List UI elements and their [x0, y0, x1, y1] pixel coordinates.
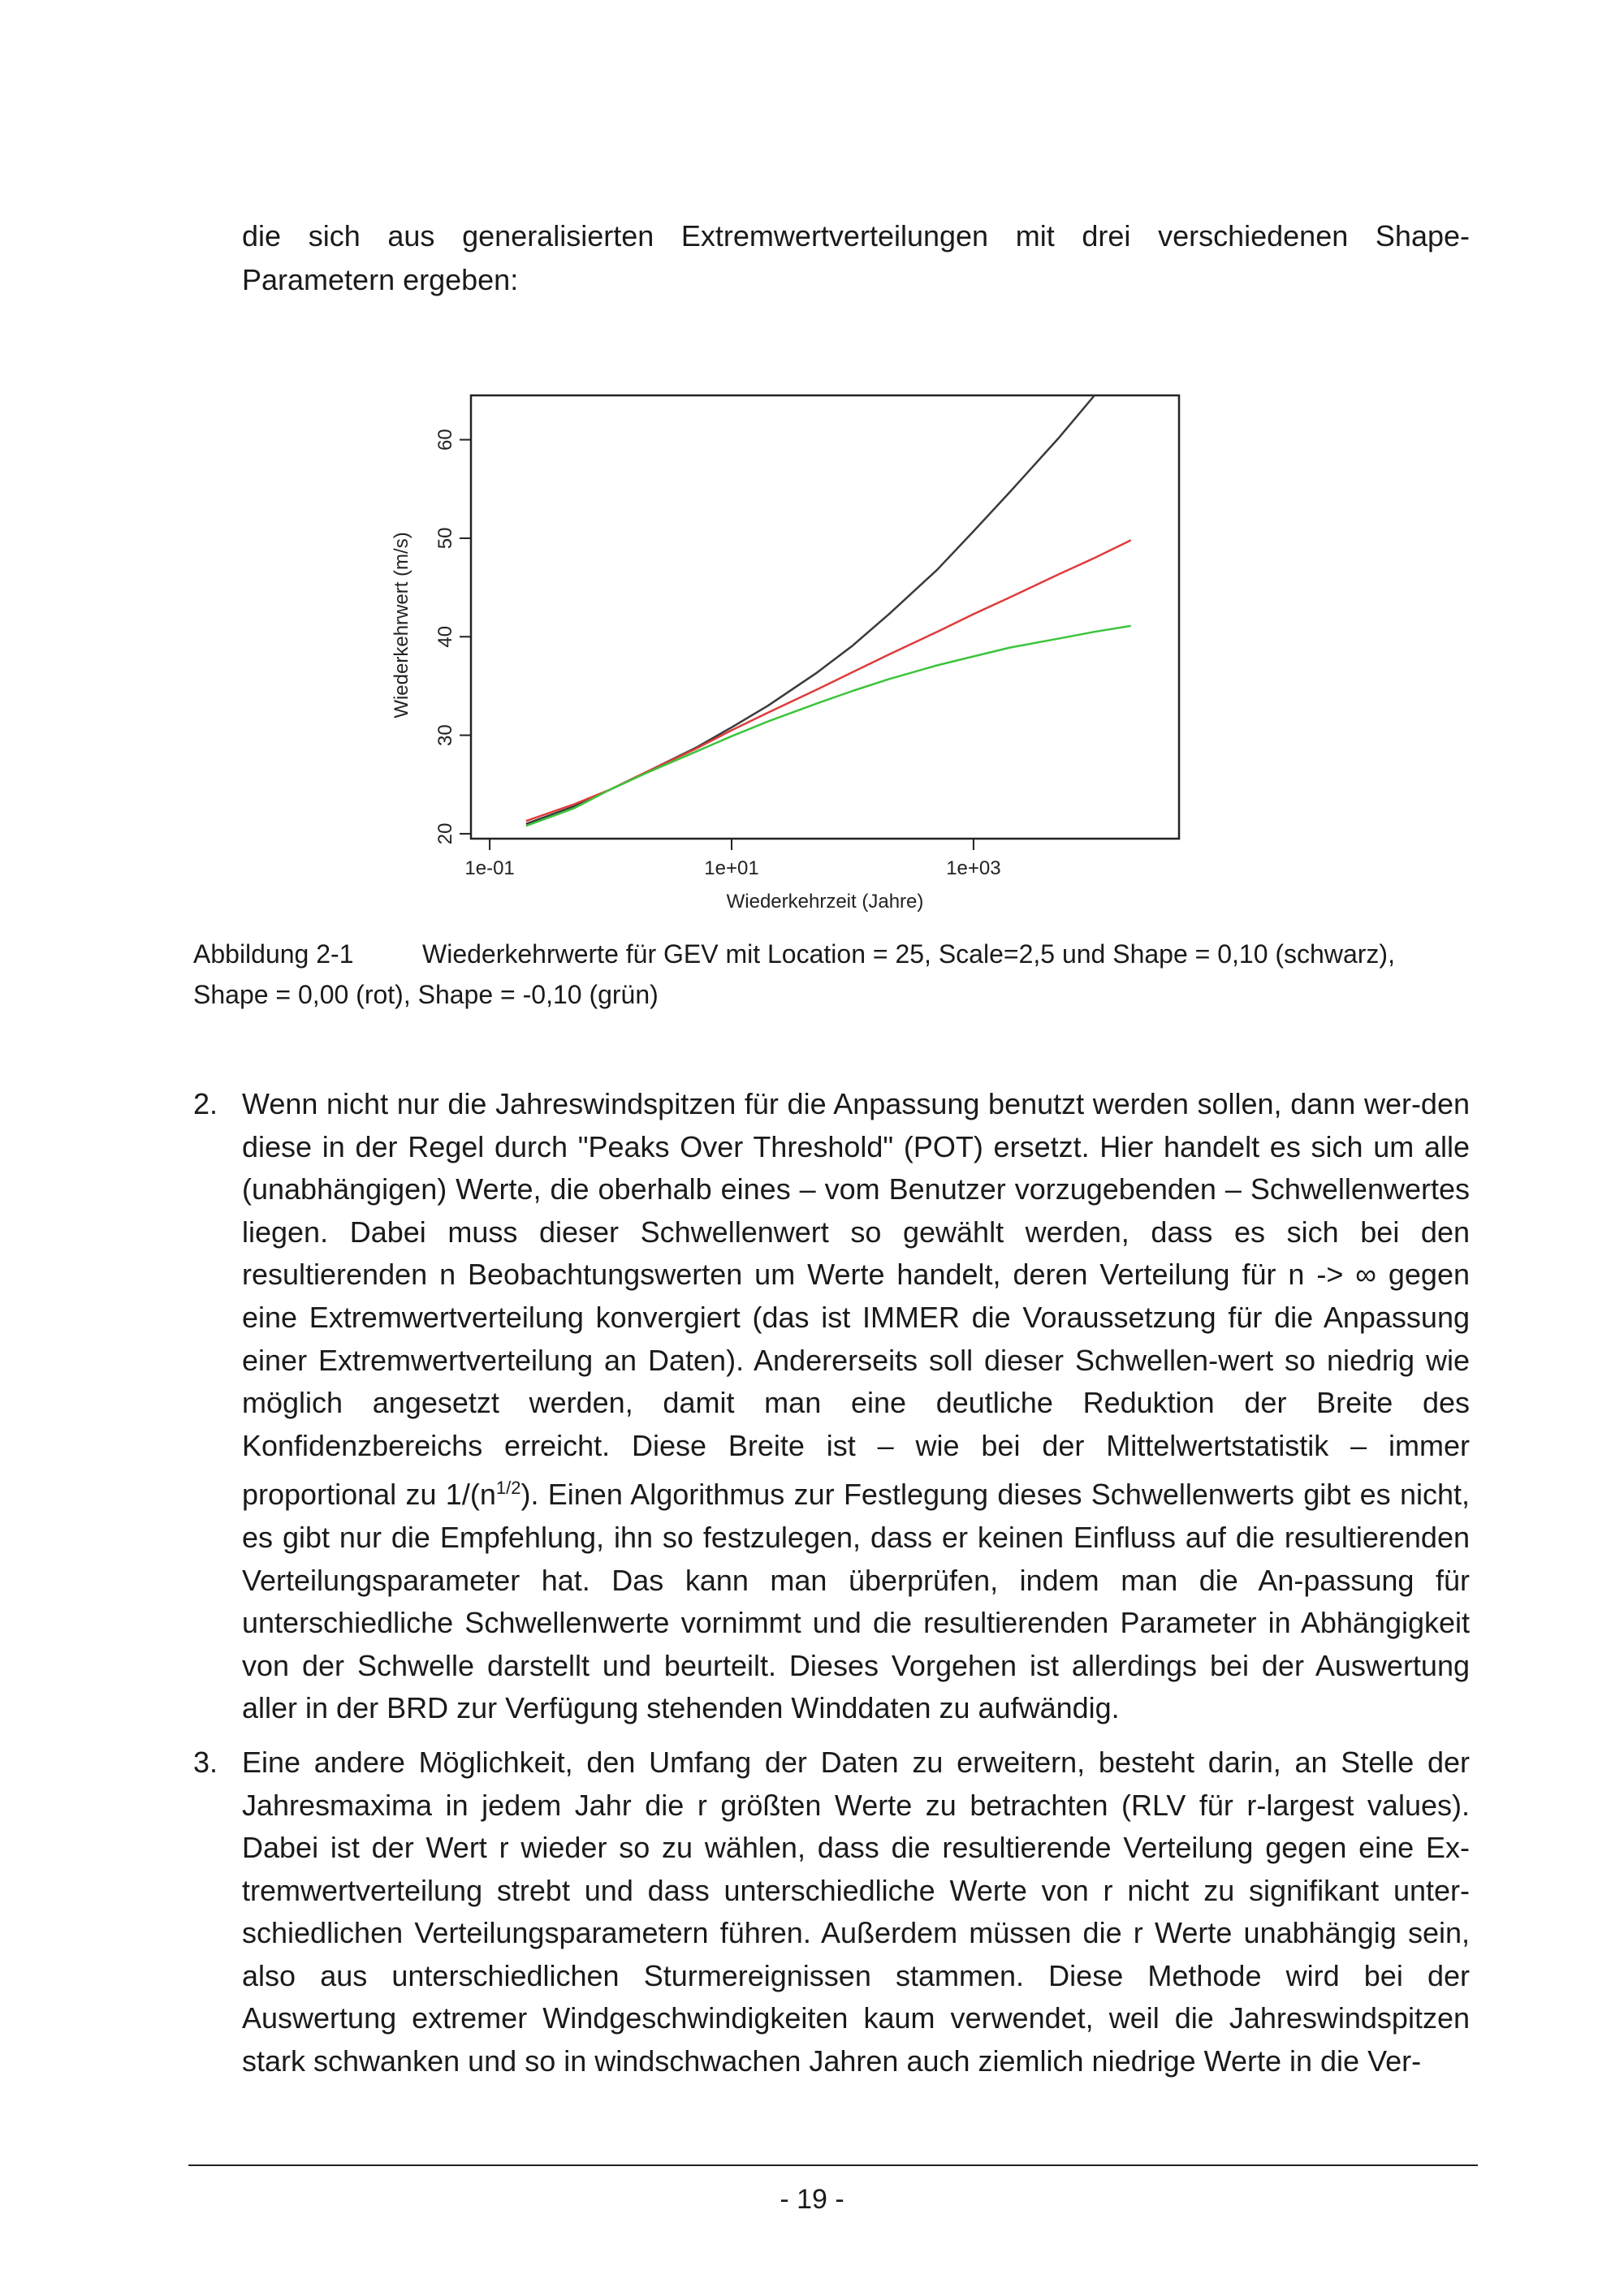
y-tick-label: 30: [434, 724, 456, 746]
series-line-shape-0-00: [526, 540, 1131, 821]
y-axis: [434, 429, 471, 844]
caption-label: Abbildung 2-1: [193, 939, 354, 969]
list-item-number: 3.: [193, 1745, 218, 1779]
y-tick-label: 60: [434, 429, 456, 451]
intro-paragraph: [242, 214, 1470, 302]
series-line-shape-0-10: [526, 626, 1131, 826]
x-tick-label: 1e-01: [464, 857, 515, 879]
list-item-text-continued: ). Einen Algorithmus zur Festlegung dieses Schwellenwerts gibt es nicht, es gibt nur die Empfehlung, ihn so festzulegen, dass er keinen Einfluss auf die resultierenden Verteilungsparameter hat. Das kann man überprüfen, indem man die An-passung für unterschiedliche Schwellenwerte vornimmt und die resultierenden Parameter in Abhängigkeit von der Schwelle darstellt und beurteilt. Dieses Vorgehen ist allerdings bei der Auswertung aller in der BRD zur Verfügung stehenden Winddaten zu aufwändig.: [242, 1478, 1471, 1725]
footer-divider: [188, 2164, 1478, 2166]
x-axis-label: Wiederkehrzeit (Jahre): [726, 891, 924, 913]
y-tick-label: 20: [434, 822, 456, 845]
plot-frame: [471, 395, 1179, 839]
page-number: - 19 -: [780, 2184, 844, 2215]
x-tick-label: 1e+03: [946, 857, 1001, 879]
caption-text-line-2: Shape = 0,00 (rot), Shape = -0,10 (grün): [193, 980, 659, 1009]
y-tick-label: 50: [434, 527, 456, 550]
superscript: 1/2: [495, 1478, 521, 1499]
intro-line-1: die sich aus generalisierten Extremwertverteilungen mit drei verschiedenen Shape-: [242, 219, 1470, 252]
series-lines: [526, 395, 1131, 826]
numbered-list: [193, 1083, 1470, 2083]
return-level-chart: [357, 357, 1283, 926]
list-item-number: 2.: [193, 1087, 218, 1120]
y-axis-label: Wiederkehrwert (m/s): [391, 532, 412, 719]
figure-caption: [193, 934, 1470, 1015]
x-axis: [464, 839, 1000, 879]
list-item: [193, 1741, 1470, 2083]
intro-line-2: Parametern ergeben:: [242, 263, 519, 296]
list-item-text: Eine andere Möglichkeit, den Umfang der Daten zu erweitern, besteht darin, an Stelle der Jahresmaxima in jedem Jahr die r größten Werte zu betrachten (RLV für r-largest values). Dabei ist der Wert r wieder so zu wählen, dass die resultierende Verteilung gegen eine Ex-tremwertverteilung strebt und dass unterschiedliche Werte von r nicht zu signifikant unter-schiedlichen Verteilungsparametern führen. Außerdem müssen die r Werte unabhängig sein, also aus unterschiedlichen Sturmereignissen stammen. Diese Methode wird bei der Auswertung extremer Windgeschwindigkeiten kaum verwendet, weil die Jahreswindspitzen stark schwanken und so in windschwachen Jahren auch ziemlich niedrige Werte in die Ver-: [242, 1745, 1470, 2078]
caption-text-line-1: Wiederkehrwerte für GEV mit Location = 25, Scale=2,5 und Shape = 0,10 (schwarz),: [422, 939, 1395, 969]
x-tick-label: 1e+01: [704, 857, 759, 879]
list-item: [193, 1083, 1470, 1730]
series-line-shape-0-10: [526, 395, 1095, 824]
list-item-text: Wenn nicht nur die Jahreswindspitzen für die Anpassung benutzt werden sollen, dann wer-den diese in der Regel durch "Peaks Over Threshold" (POT) ersetzt. Hier handelt es sich um alle (unabhängigen) Werte, die oberhalb eines – vom Benutzer vorzugebenden – Schwellenwertes liegen. Dabei muss dieser Schwellenwert so gewählt werden, dass es sich bei den resultierenden n Beobachtungswerten um Werte handelt, deren Verteilung für n -> ∞ gegen eine Extremwertverteilung konvergiert (das ist IMMER die Voraussetzung für die Anpassung einer Extremwertverteilung an Daten). Andererseits soll dieser Schwellen-wert so niedrig wie möglich angesetzt werden, damit man eine deutliche Reduktion der Breite des Konfidenzbereichs erreicht. Diese Breite ist – wie bei der Mittelwertstatistik – immer proportional zu 1/(n: [242, 1087, 1470, 1512]
y-tick-label: 40: [434, 625, 456, 648]
